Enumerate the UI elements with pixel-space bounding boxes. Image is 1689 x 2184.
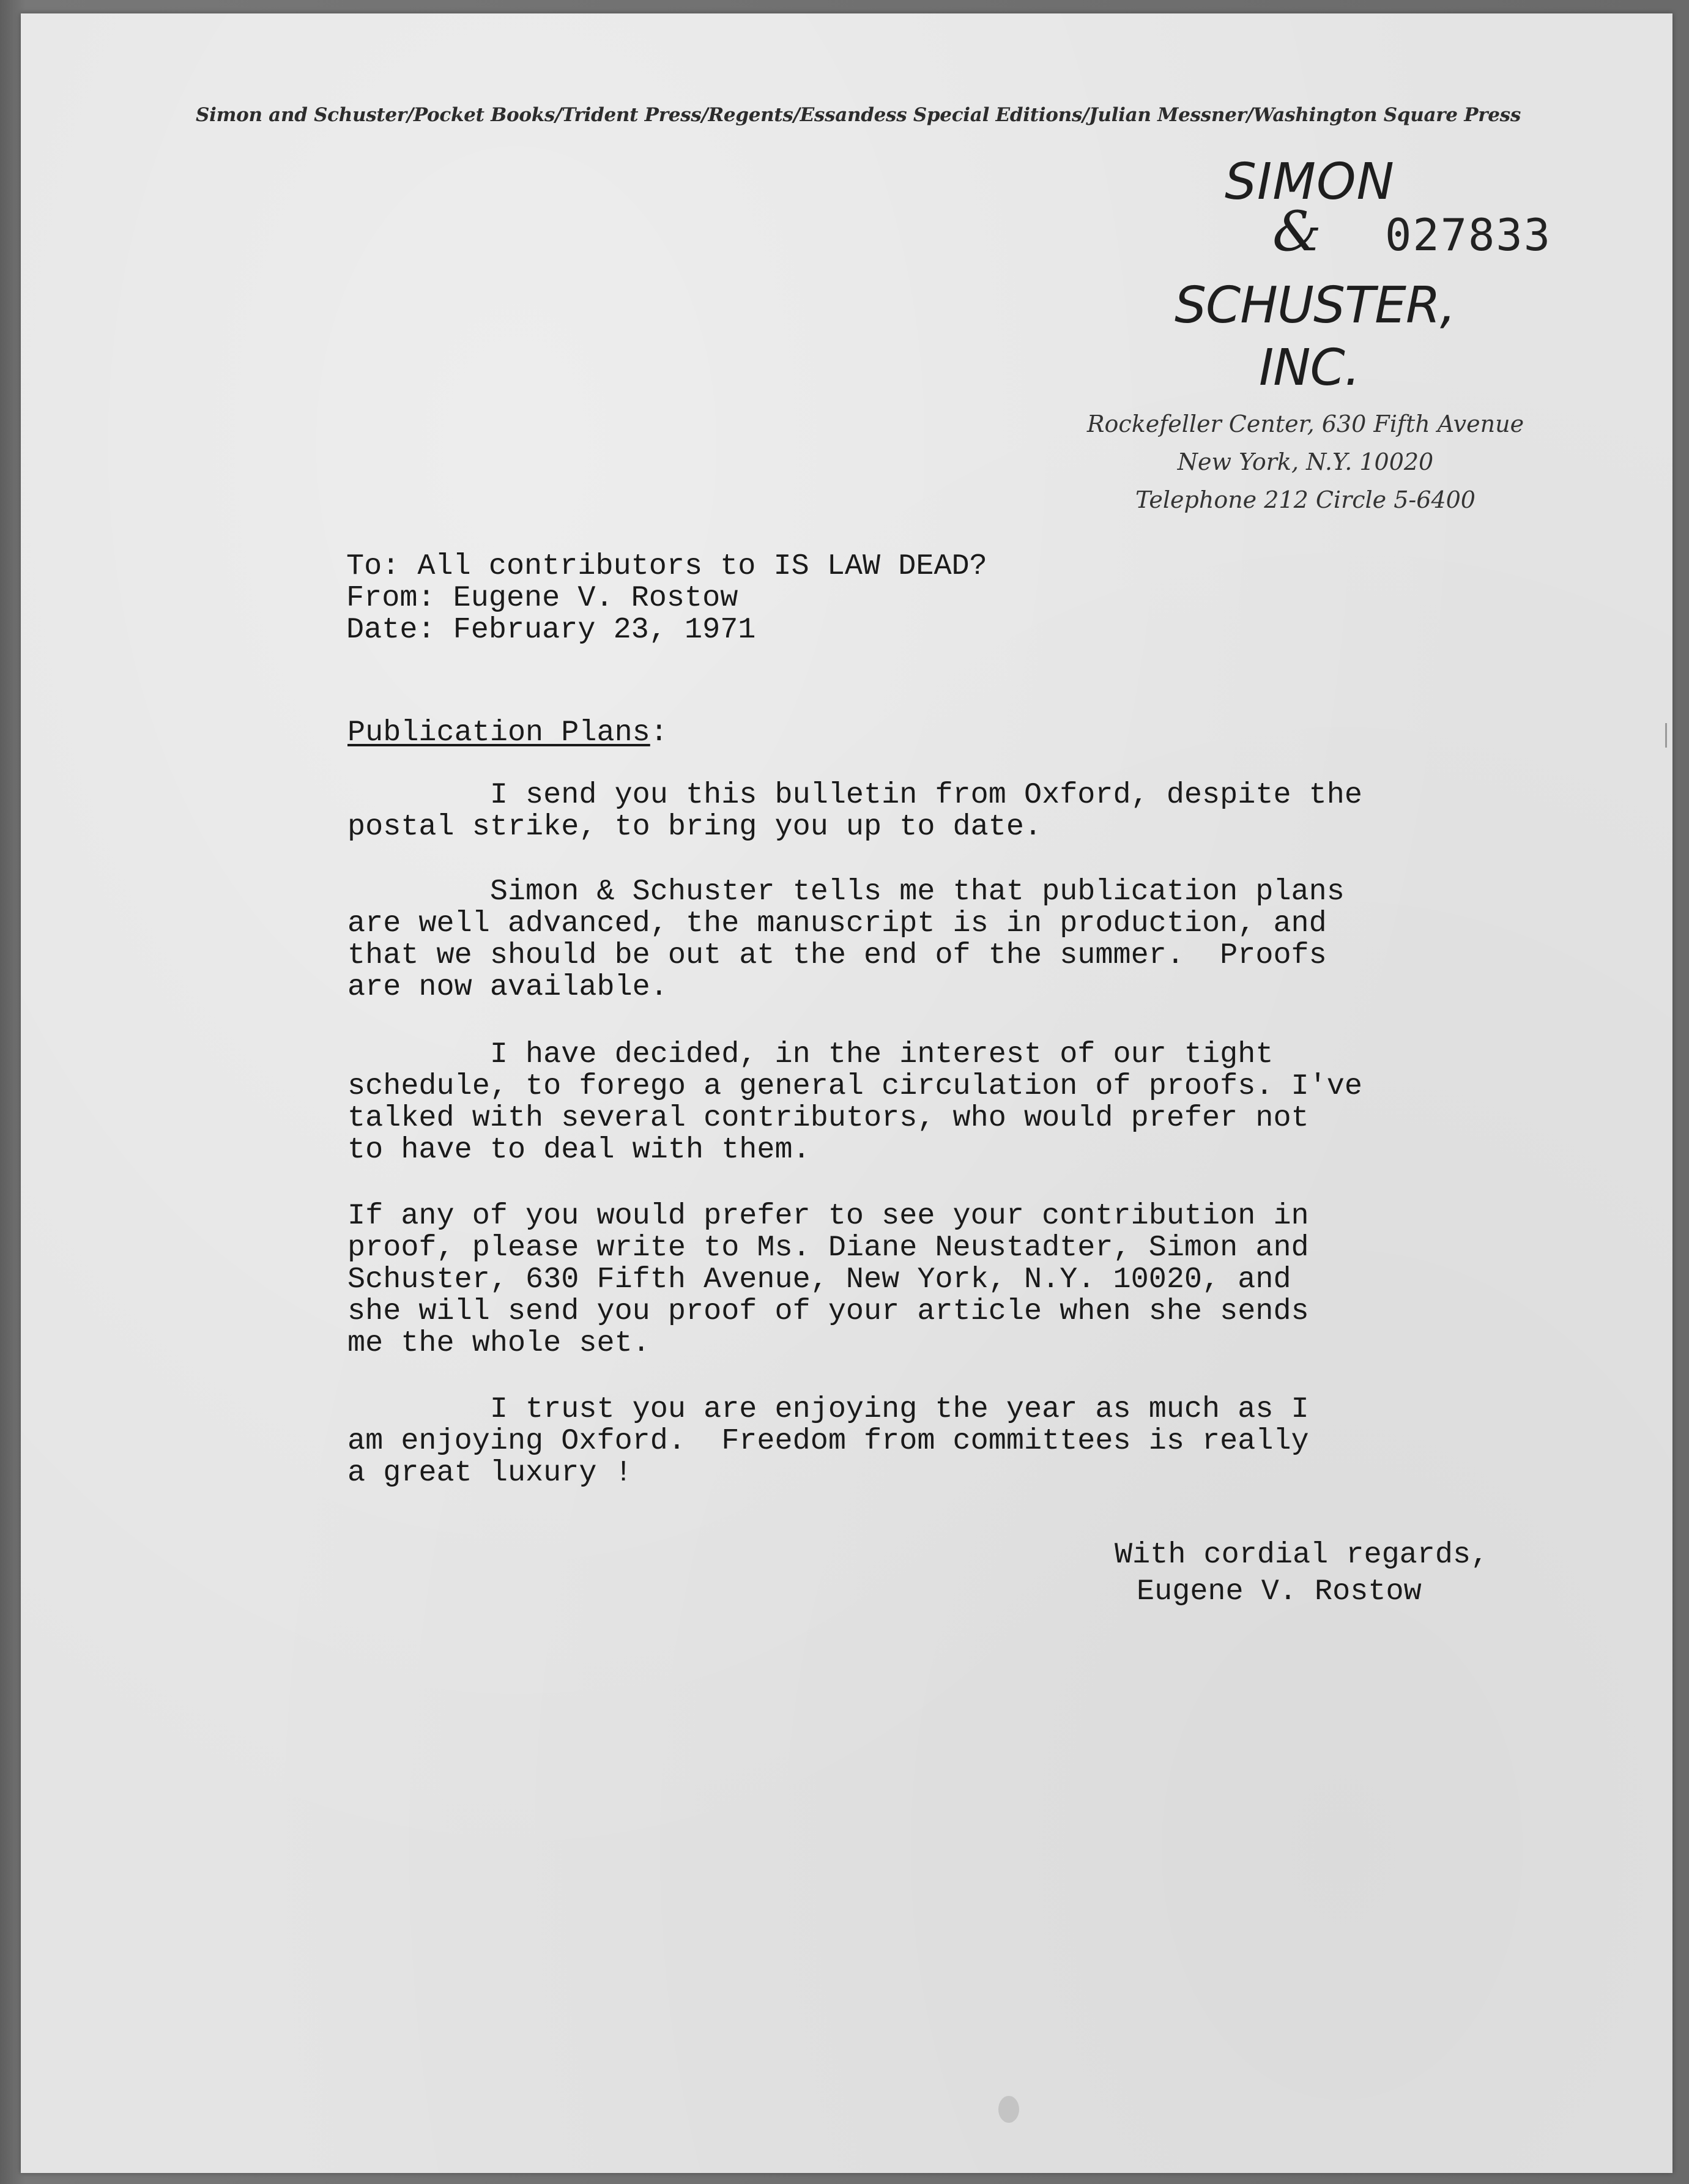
section-title: Publication Plans xyxy=(347,716,650,749)
paragraph-5 xyxy=(347,1394,1309,1489)
paragraph-line: to have to deal with them. xyxy=(347,1133,811,1167)
section-heading xyxy=(347,717,668,749)
signature-name: Eugene V. Rostow xyxy=(1137,1575,1422,1608)
letterhead-imprints: Simon and Schuster/Pocket Books/Trident Press/Regents/Essandess Special Editions/Julian Messner/Washington Square Press xyxy=(196,104,1521,126)
paragraph-line: I trust you are enjoying the year as much as I xyxy=(347,1392,1309,1426)
letterhead-address xyxy=(1073,405,1538,519)
paragraph-line: I have decided, in the interest of our tight xyxy=(347,1038,1274,1071)
paragraph-line: that we should be out at the end of the summer. Proofs xyxy=(347,938,1327,972)
memo-date: Date: February 23, 1971 xyxy=(346,613,756,647)
paragraph-line: Simon & Schuster tells me that publication plans xyxy=(347,875,1345,908)
paragraph-line: I send you this bulletin from Oxford, despite the xyxy=(347,778,1362,812)
memo-from: From: Eugene V. Rostow xyxy=(346,581,738,615)
memo-header xyxy=(346,551,987,646)
address-city: New York, N.Y. 10020 xyxy=(1177,448,1434,475)
closing-block xyxy=(1115,1539,1488,1608)
paragraph-line: me the whole set. xyxy=(347,1326,650,1360)
paragraph-line: proof, please write to Ms. Diane Neustadter, Simon and xyxy=(347,1231,1309,1265)
logo-simon: SIMON xyxy=(1225,153,1395,211)
letter-page xyxy=(21,13,1672,2173)
paragraph-line: am enjoying Oxford. Freedom from committees is really xyxy=(347,1424,1309,1458)
paragraph-line: a great luxury ! xyxy=(347,1456,633,1490)
paragraph-line: If any of you would prefer to see your contribution in xyxy=(347,1199,1309,1233)
archive-stamp-number: 027833 xyxy=(1385,209,1552,261)
paragraph-line: schedule, to forego a general circulation of proofs. I've xyxy=(347,1069,1362,1103)
memo-to: To: All contributors to IS LAW DEAD? xyxy=(346,549,987,583)
address-street: Rockefeller Center, 630 Fifth Avenue xyxy=(1086,410,1524,437)
paragraph-line: are well advanced, the manuscript is in production, and xyxy=(347,907,1327,940)
address-telephone: Telephone 212 Circle 5-6400 xyxy=(1135,486,1476,513)
paragraph-line: are now available. xyxy=(347,970,668,1004)
paragraph-4 xyxy=(347,1200,1309,1359)
paragraph-3 xyxy=(347,1039,1362,1166)
paragraph-line: postal strike, to bring you up to date. xyxy=(347,810,1042,844)
section-title-colon: : xyxy=(650,716,668,749)
closing-regards: With cordial regards, xyxy=(1115,1538,1489,1572)
paragraph-line: she will send you proof of your article when she sends xyxy=(347,1294,1309,1328)
paragraph-1 xyxy=(347,779,1362,843)
paragraph-2 xyxy=(347,876,1345,1003)
logo-schuster: SCHUSTER, xyxy=(1175,277,1455,335)
logo-ampersand: & xyxy=(1272,199,1322,264)
paragraph-line: Schuster, 630 Fifth Avenue, New York, N.Y. 10020, and xyxy=(347,1263,1291,1296)
logo-inc: INC. xyxy=(1259,339,1360,397)
paragraph-line: talked with several contributors, who would prefer not xyxy=(347,1101,1309,1135)
paper-smudge xyxy=(998,2096,1019,2123)
margin-mark xyxy=(1665,723,1667,748)
